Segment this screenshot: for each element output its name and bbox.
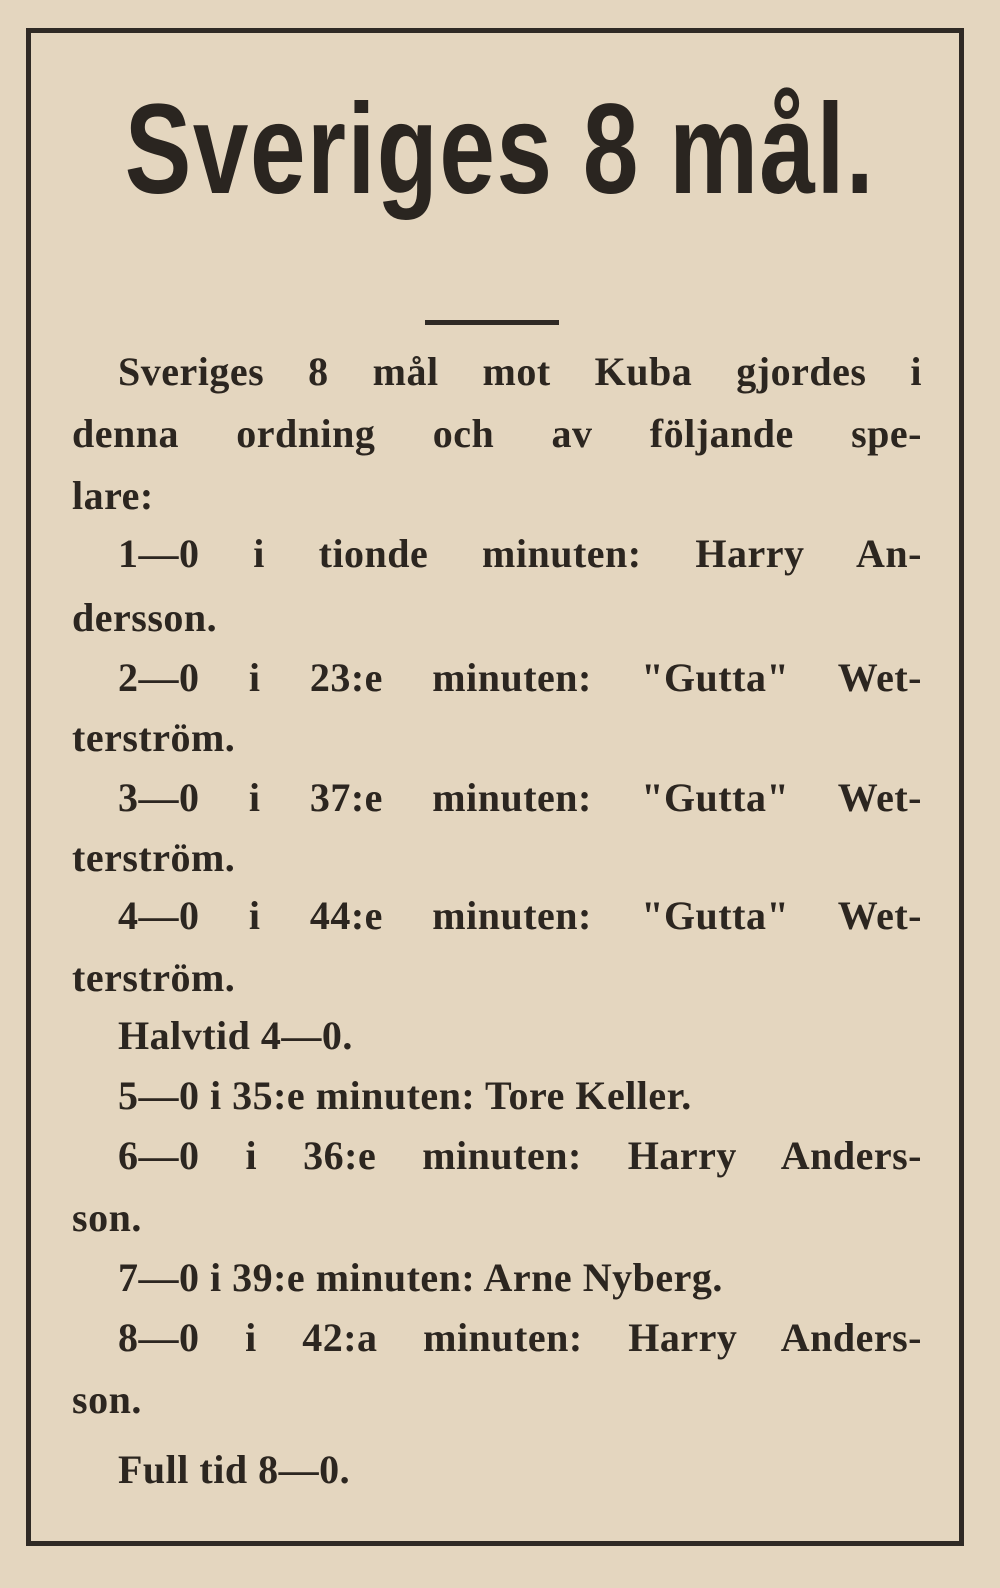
body-line: 7—0 i 39:e minuten: Arne Nyberg. [118, 1255, 723, 1300]
body-line: denna ordning och av följande spe- [72, 411, 922, 456]
body-line: terström. [72, 955, 236, 1000]
body-line: Halvtid 4—0. [118, 1013, 353, 1058]
body-line: 1—0 i tionde minuten: Harry An- [118, 531, 922, 576]
body-line: terström. [72, 715, 236, 760]
body-line: Sveriges 8 mål mot Kuba gjordes i [118, 349, 922, 394]
body-line: 4—0 i 44:e minuten: "Gutta" Wet- [118, 893, 922, 938]
body-line: 6—0 i 36:e minuten: Harry Anders- [118, 1133, 922, 1178]
body-line: dersson. [72, 595, 218, 640]
body-line: Full tid 8—0. [118, 1447, 351, 1492]
body-line: son. [72, 1195, 142, 1240]
body-line: son. [72, 1377, 142, 1422]
body-line: 2—0 i 23:e minuten: "Gutta" Wet- [118, 655, 922, 700]
body-line: 8—0 i 42:a minuten: Harry Anders- [118, 1315, 922, 1360]
body-line: terström. [72, 835, 236, 880]
headline: Sveriges 8 mål. [124, 78, 876, 221]
body-line: lare: [72, 473, 154, 518]
body-line: 5—0 i 35:e minuten: Tore Keller. [118, 1073, 692, 1118]
headline-divider [425, 320, 559, 325]
body-line: 3—0 i 37:e minuten: "Gutta" Wet- [118, 775, 922, 820]
